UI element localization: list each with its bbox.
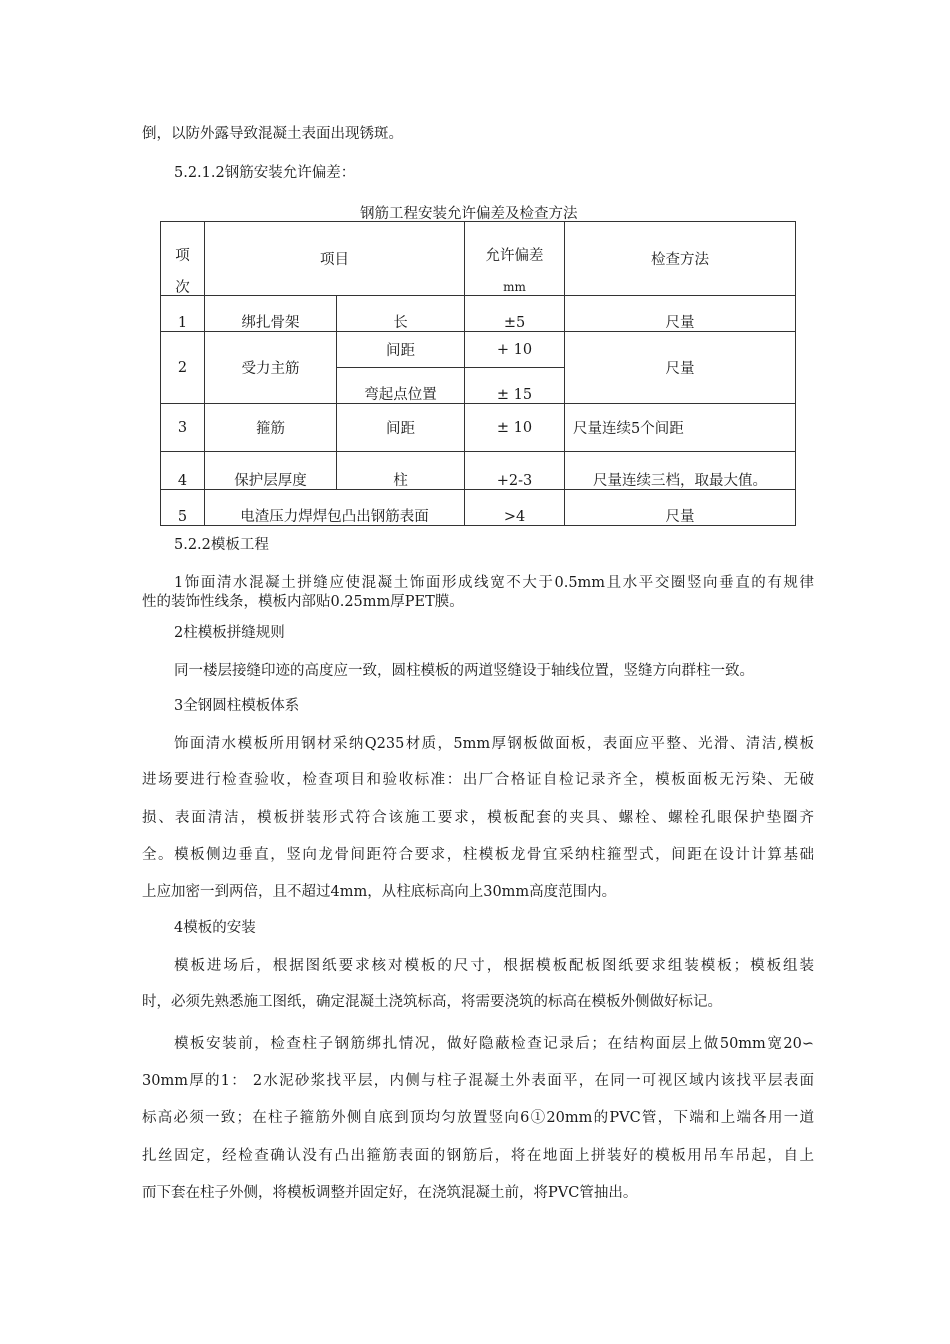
header-deviation: 允许偏差 mm bbox=[465, 222, 565, 296]
paragraph-line: 30mm厚的1： 2水泥砂浆找平层，内侧与柱子混凝土外表面平，在同一可视区域内该找平层表面 bbox=[142, 1073, 814, 1089]
row-subitem: 弯起点位置 bbox=[337, 368, 465, 404]
row-method: 尺量 bbox=[565, 490, 796, 526]
paragraph-line: 同一楼层接缝印迹的高度应一致，圆柱模板的两道竖缝设于轴线位置，竖缝方向群柱一致。 bbox=[174, 663, 754, 679]
row-method: 尺量 bbox=[565, 332, 796, 404]
row-subitem: 柱 bbox=[337, 452, 465, 490]
paragraph-line: 而下套在柱子外侧，将模板调整并固定好，在浇筑混凝土前，将PVC管抽出。 bbox=[142, 1185, 638, 1201]
row-item: 箍筋 bbox=[205, 404, 337, 452]
table-header-row bbox=[161, 222, 796, 296]
section-heading: 3全钢圆柱模板体系 bbox=[174, 698, 300, 714]
row-item: 受力主筋 bbox=[205, 332, 337, 404]
row-item: 电渣压力焊焊包凸出钢筋表面 bbox=[205, 490, 465, 526]
paragraph-line: 上应加密一到两倍，且不超过4mm，从柱底标高向上30mm高度范围内。 bbox=[142, 884, 617, 900]
row-subitem: 长 bbox=[337, 296, 465, 332]
row-deviation: +2-3 bbox=[465, 452, 565, 490]
table-row bbox=[161, 490, 796, 526]
row-deviation: >4 bbox=[465, 490, 565, 526]
paragraph-line: 时，必须先熟悉施工图纸，确定混凝土浇筑标高，将需要浇筑的标高在模板外侧做好标记。 bbox=[142, 994, 722, 1010]
row-no: 4 bbox=[161, 452, 205, 490]
table-caption: 钢筋工程安装允许偏差及检查方法 bbox=[360, 206, 578, 222]
paragraph-line: 扎丝固定，经检查确认没有凸出箍筋表面的钢筋后，将在地面上拼装好的模板用吊车吊起，自上 bbox=[142, 1148, 814, 1164]
header-method: 检查方法 bbox=[565, 222, 796, 296]
row-deviation: + 10 bbox=[465, 332, 565, 368]
row-method: 尺量连续5个间距 bbox=[565, 404, 796, 452]
row-deviation: ±5 bbox=[465, 296, 565, 332]
text-line: 倒，以防外露导致混凝土表面出现锈斑。 bbox=[142, 126, 403, 142]
row-no: 3 bbox=[161, 404, 205, 452]
table-row bbox=[161, 452, 796, 490]
paragraph-line: 模板安装前，检查柱子钢筋绑扎情况，做好隐蔽检查记录后；在结构面层上做50mm宽20∽ bbox=[174, 1036, 814, 1052]
row-item: 绑扎骨架 bbox=[205, 296, 337, 332]
row-deviation: ± 10 bbox=[465, 404, 565, 452]
row-item: 保护层厚度 bbox=[205, 452, 337, 490]
row-no: 2 bbox=[161, 332, 205, 404]
header-seq: 项 次 bbox=[161, 222, 205, 296]
tolerance-table bbox=[160, 221, 796, 526]
paragraph-line: 进场要进行检查验收，检查项目和验收标准：出厂合格证自检记录齐全，模板面板无污染、无破 bbox=[142, 772, 814, 788]
row-method: 尺量连续三档，取最大值。 bbox=[565, 452, 796, 490]
row-deviation: ± 15 bbox=[465, 368, 565, 404]
section-heading: 5.2.2模板工程 bbox=[174, 537, 269, 553]
section-heading: 2柱模板拼缝规则 bbox=[174, 625, 285, 641]
paragraph-line: 模板进场后，根据图纸要求核对模板的尺寸，根据模板配板图纸要求组装模板；模板组装 bbox=[174, 958, 814, 974]
paragraph-line: 标高必须一致；在柱子箍筋外侧自底到顶均匀放置竖向6①20mm的PVC管，下端和上端各用一道 bbox=[142, 1110, 814, 1126]
paragraph-line: 损、表面清洁，模板拼装形式符合该施工要求，模板配套的夹具、螺栓、螺栓孔眼保护垫圈齐 bbox=[142, 810, 814, 826]
table-row bbox=[161, 332, 796, 368]
row-no: 5 bbox=[161, 490, 205, 526]
table-row bbox=[161, 296, 796, 332]
table-row bbox=[161, 404, 796, 452]
row-subitem: 间距 bbox=[337, 332, 465, 368]
paragraph-line: 饰面清水模板所用钢材采纳Q235材质，5mm厚钢板做面板，表面应平整、光滑、清洁,模板 bbox=[174, 736, 814, 752]
paragraph-line: 性的装饰性线条，模板内部贴0.25mm厚PET膜。 bbox=[142, 594, 464, 610]
section-heading: 5.2.1.2钢筋安装允许偏差： bbox=[174, 165, 356, 181]
section-heading: 4模板的安装 bbox=[174, 920, 256, 936]
row-method: 尺量 bbox=[565, 296, 796, 332]
row-no: 1 bbox=[161, 296, 205, 332]
paragraph-line: 1饰面清水混凝土拼缝应使混凝土饰面形成线宽不大于0.5mm且水平交圈竖向垂直的有规律 bbox=[174, 575, 814, 591]
row-subitem: 间距 bbox=[337, 404, 465, 452]
paragraph-line: 全。模板侧边垂直，竖向龙骨间距符合要求，柱模板龙骨宜采纳柱箍型式，间距在设计计算基础 bbox=[142, 847, 814, 863]
header-item: 项目 bbox=[205, 222, 465, 296]
